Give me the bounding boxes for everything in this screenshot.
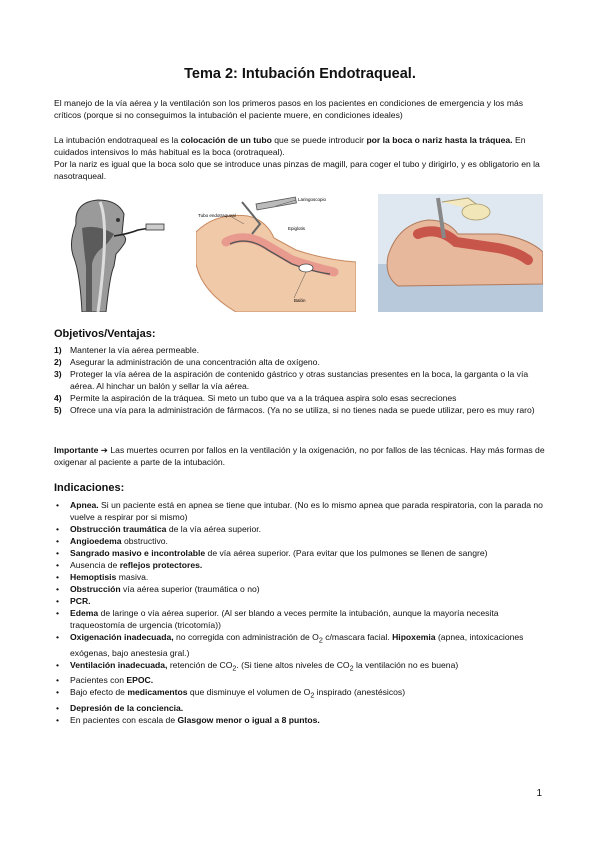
list-item: • Edema de laringe o vía aérea superior. (Al ser blando a veces permite la intubación, aunque la mayoría necesita traqueostomía de urgencia (tricotomía)) bbox=[56, 608, 499, 630]
list-item: • Bajo efecto de medicamentos que disminuye el volumen de $O_2$ inspirado (anestésicos) bbox=[56, 687, 406, 701]
list-item: • Apnea. Si un paciente está en apnea se tiene que intubar. (No es lo mismo apnea que parada respiratoria, con la parada no vuelve a respirar por si mismo) bbox=[56, 500, 543, 522]
bullet-icon: • bbox=[56, 536, 60, 546]
list-item: • Hemoptisis masiva. bbox=[56, 572, 149, 582]
arrow-right-icon: ➔ bbox=[100, 445, 108, 455]
page-number: 1 bbox=[536, 788, 542, 799]
list-item: 4) Permite la aspiración de la tráquea. Si meto un tubo que va a la tráquea aspira solo esas secreciones bbox=[54, 393, 457, 403]
page-title: Tema 2: Intubación Endotraqueal. bbox=[184, 66, 416, 82]
list-item: 1) Mantener la vía aérea permeable. bbox=[54, 345, 199, 355]
list-item: • Obstrucción traumática de la vía aérea superior. bbox=[56, 524, 262, 534]
list-item: • Ausencia de reflejos protectores. bbox=[56, 560, 203, 570]
list-item: • Pacientes con EPOC. bbox=[56, 675, 154, 686]
bullet-icon: • bbox=[56, 524, 60, 534]
list-item: • Angioedema obstructivo. bbox=[56, 536, 168, 546]
bullet-icon: • bbox=[56, 703, 60, 714]
label-balon: Balón bbox=[294, 298, 306, 303]
bullet-icon: • bbox=[56, 548, 60, 558]
bullet-icon: • bbox=[56, 659, 60, 670]
list-item: • En pacientes con escala de Glasgow menor o igual a 8 puntos. bbox=[56, 715, 320, 726]
intro-paragraph-2: La intubación endotraqueal es la colocación de un tubo que se puede introducir por la boca o nariz hasta la tráquea. En cuidados intensivos lo más habitual es la boca (orotraqueal). bbox=[54, 135, 526, 157]
importante-note: Importante ➔ Las muertes ocurren por fallos en la ventilación y la oxigenación, no por fallos de las técnicas. Hay más formas de oxigenar al paciente a parte de la intubación. bbox=[54, 445, 545, 467]
bullet-icon: • bbox=[56, 572, 60, 582]
list-item: • Oxigenación inadecuada, no corregida con administración de $O_2$ c/mascara facial. Hipoxemia (apnea, intoxicaciones exógenas, bajo anestesia gral.) bbox=[56, 632, 524, 658]
list-item: 3) Proteger la vía aérea de la aspiración de contenido gástrico y otras sustancias presentes en la boca, la garganta o la vía aérea. Al hinchar un balón y sellar la vía aérea. bbox=[54, 369, 529, 391]
list-item: • Sangrado masivo e incontrolable de vía aérea superior. (Para evitar que los pulmones se llenen de sangre) bbox=[56, 548, 488, 558]
bullet-icon: • bbox=[56, 687, 60, 698]
bullet-icon: • bbox=[56, 560, 60, 570]
intro-paragraph-3: Por la nariz es igual que la boca solo que se introduce unas pinzas de magill, para coger el tubo y dirigirlo, y es obligatorio en la nasotraqueal. bbox=[54, 159, 540, 181]
list-item: • PCR. bbox=[56, 596, 91, 606]
bullet-icon: • bbox=[56, 584, 60, 594]
label-laringoscopio: Laringoscopio bbox=[298, 197, 327, 202]
indicaciones-heading: Indicaciones: bbox=[54, 482, 125, 494]
label-tubo-endotraqueal: Tubo endotraqueal bbox=[198, 213, 236, 218]
list-item: • Depresión de la conciencia. bbox=[56, 703, 184, 714]
label-epiglotis: Epiglotis bbox=[288, 226, 306, 231]
patient-intubation-figure bbox=[378, 194, 543, 312]
list-item: 5) Ofrece una vía para la administración de fármacos. (Ya no se utiliza, si no tienes nada se puede utilizar, pero es muy raro) bbox=[54, 405, 535, 415]
intro-paragraph-1: El manejo de la vía aérea y la ventilación son los primeros pasos en los pacientes en condiciones de emergencia y los más críticos (porque si no conseguimos la intubación el paciente muere, en condiciones ideales) bbox=[54, 98, 524, 120]
intubation-diagram-figure bbox=[196, 194, 356, 312]
bullet-icon: • bbox=[56, 632, 60, 642]
bullet-icon: • bbox=[56, 596, 60, 606]
objetivos-heading: Objetivos/Ventajas: bbox=[54, 328, 156, 340]
bullet-icon: • bbox=[56, 608, 60, 618]
bullet-icon: • bbox=[56, 715, 60, 726]
head-cross-section-figure bbox=[58, 194, 170, 312]
bullet-icon: • bbox=[56, 500, 60, 510]
objetivos-list bbox=[54, 344, 548, 416]
indicaciones-list bbox=[54, 499, 548, 726]
list-item: • Obstrucción vía aérea superior (traumática o no) bbox=[56, 584, 260, 594]
bullet-icon: • bbox=[56, 675, 60, 686]
list-item: 2) Asegurar la administración de una concentración alta de oxígeno. bbox=[54, 357, 320, 367]
list-item: • Ventilación inadecuada, retención de $CO_2$. (Si tiene altos niveles de $CO_2$ la ventilación no es buena) bbox=[56, 659, 459, 673]
